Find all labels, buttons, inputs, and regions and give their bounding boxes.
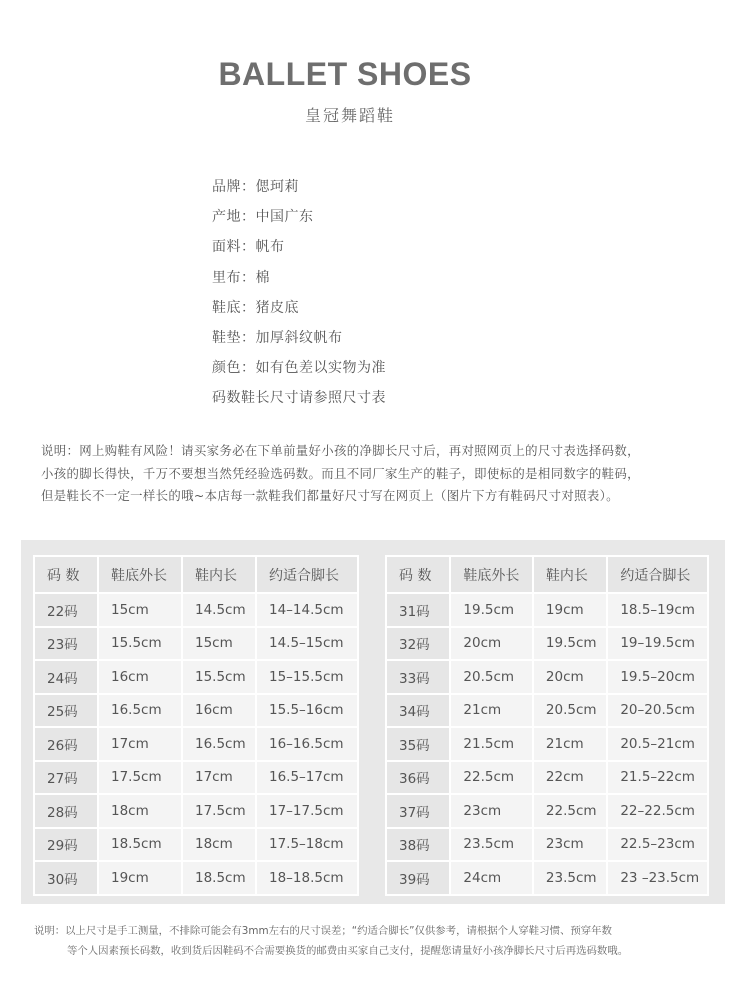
table-cell: 20cm — [451, 628, 532, 660]
table-cell: 18cm — [99, 795, 181, 827]
table-row — [35, 695, 357, 727]
column-header: 鞋内长 — [183, 557, 255, 592]
table-cell: 37码 — [387, 795, 449, 827]
table-row — [387, 728, 707, 760]
table-row — [35, 661, 357, 693]
size-table-right — [385, 555, 709, 896]
spec-size-hint: 码数鞋长尺寸请参照尺寸表 — [212, 390, 386, 407]
column-header: 码 数 — [387, 557, 449, 592]
table-cell: 15cm — [99, 594, 181, 626]
footnote — [34, 921, 734, 961]
footnote-line: 等个人因素预长码数，收到货后因鞋码不合需要换货的邮费由买家自己支付，提醒您请量好小孩净脚长尺寸后再选码数哦。 — [67, 945, 629, 957]
table-cell: 32码 — [387, 628, 449, 660]
table-cell: 16cm — [99, 661, 181, 693]
table-cell: 23.5cm — [534, 862, 606, 894]
page-subtitle: 皇冠舞蹈鞋 — [304, 106, 395, 125]
table-cell: 34码 — [387, 695, 449, 727]
size-chart-panel — [21, 540, 725, 904]
product-specs — [212, 176, 386, 418]
spec-fabric: 面料：帆布 — [212, 239, 285, 256]
column-header: 鞋内长 — [534, 557, 606, 592]
size-table-left — [33, 555, 359, 896]
table-cell: 39码 — [387, 862, 449, 894]
table-cell: 24码 — [35, 661, 97, 693]
spec-color: 颜色：如有色差以实物为准 — [212, 360, 386, 377]
table-cell: 18.5cm — [99, 829, 181, 861]
table-row — [387, 695, 707, 727]
table-row — [35, 795, 357, 827]
table-cell: 18cm — [183, 829, 255, 861]
table-cell: 16.5cm — [99, 695, 181, 727]
table-cell: 20.5cm — [451, 661, 532, 693]
table-cell: 23码 — [35, 628, 97, 660]
table-cell: 15–15.5cm — [257, 661, 357, 693]
spec-origin: 产地：中国广东 — [212, 209, 314, 226]
table-cell: 16.5–17cm — [257, 762, 357, 794]
table-cell: 27码 — [35, 762, 97, 794]
table-row — [387, 762, 707, 794]
table-cell: 36码 — [387, 762, 449, 794]
column-header: 约适合脚长 — [257, 557, 357, 592]
column-header: 鞋底外长 — [99, 557, 181, 592]
table-cell: 17cm — [99, 728, 181, 760]
table-cell: 21cm — [534, 728, 606, 760]
table-cell: 17.5cm — [99, 762, 181, 794]
table-cell: 30码 — [35, 862, 97, 894]
table-cell: 22.5cm — [451, 762, 532, 794]
table-row — [35, 829, 357, 861]
table-cell: 15.5cm — [183, 661, 255, 693]
table-cell: 18.5cm — [183, 862, 255, 894]
table-cell: 20cm — [534, 661, 606, 693]
column-header: 鞋底外长 — [451, 557, 532, 592]
table-cell: 29码 — [35, 829, 97, 861]
table-cell: 20–20.5cm — [608, 695, 707, 727]
table-cell: 38码 — [387, 829, 449, 861]
table-row — [35, 594, 357, 626]
note-line: 说明：网上购鞋有风险！请买家务必在下单前量好小孩的净脚长尺寸后，再对照网页上的尺寸表选择码数， — [41, 443, 640, 458]
table-cell: 18.5–19cm — [608, 594, 707, 626]
table-cell: 24cm — [451, 862, 532, 894]
table-cell: 15cm — [183, 628, 255, 660]
page-title: BALLET SHOES — [218, 56, 472, 92]
table-cell: 33码 — [387, 661, 449, 693]
table-header-row — [35, 557, 357, 592]
table-cell: 23cm — [451, 795, 532, 827]
table-cell: 23.5cm — [451, 829, 532, 861]
table-cell: 22.5cm — [534, 795, 606, 827]
table-cell: 22码 — [35, 594, 97, 626]
table-row — [35, 628, 357, 660]
spec-brand: 品牌：偲珂莉 — [212, 179, 299, 195]
table-cell: 18–18.5cm — [257, 862, 357, 894]
table-cell: 17–17.5cm — [257, 795, 357, 827]
table-cell: 35码 — [387, 728, 449, 760]
table-cell: 20.5–21cm — [608, 728, 707, 760]
table-cell: 15.5–16cm — [257, 695, 357, 727]
table-row — [387, 829, 707, 861]
note-line: 小孩的脚长得快，千万不要想当然凭经验选码数。而且不同厂家生产的鞋子，即使标的是相同数字的鞋码， — [41, 465, 640, 481]
table-cell: 16cm — [183, 695, 255, 727]
table-cell: 14–14.5cm — [257, 594, 357, 626]
table-cell: 21cm — [451, 695, 532, 727]
table-cell: 22cm — [534, 762, 606, 794]
table-cell: 22.5–23cm — [608, 829, 707, 861]
table-row — [35, 762, 357, 794]
table-cell: 17.5cm — [183, 795, 255, 827]
table-cell: 15.5cm — [99, 628, 181, 660]
table-cell: 19.5cm — [534, 628, 606, 660]
table-cell: 19cm — [99, 862, 181, 894]
table-cell: 20.5cm — [534, 695, 606, 727]
table-cell: 22–22.5cm — [608, 795, 707, 827]
column-header: 约适合脚长 — [608, 557, 707, 592]
table-row — [387, 862, 707, 894]
spec-lining: 里布：棉 — [212, 269, 270, 286]
table-cell: 23cm — [534, 829, 606, 861]
table-cell: 19.5–20cm — [608, 661, 707, 693]
table-row — [387, 628, 707, 660]
table-row — [387, 661, 707, 693]
table-row — [387, 594, 707, 626]
spec-insole: 鞋垫：加厚斜纹帆布 — [212, 329, 343, 346]
table-cell: 14.5–15cm — [257, 628, 357, 660]
table-cell: 19cm — [534, 594, 606, 626]
footnote-line: 说明：以上尺寸是手工测量，不排除可能会有3mm左右的尺寸误差；“约适合脚长”仅供参考，请根据个人穿鞋习惯、预穿年数 — [34, 925, 612, 937]
table-header-row — [387, 557, 707, 592]
table-cell: 19.5cm — [451, 594, 532, 626]
table-cell: 16.5cm — [183, 728, 255, 760]
table-cell: 14.5cm — [183, 594, 255, 626]
note-line: 但是鞋长不一定一样长的哦~本店每一款鞋我们都量好尺寸写在网页上（图片下方有鞋码尺寸对照表）。 — [41, 488, 619, 503]
purchase-note — [41, 440, 731, 508]
table-cell: 17.5–18cm — [257, 829, 357, 861]
table-row — [35, 862, 357, 894]
table-row — [387, 795, 707, 827]
spec-sole: 鞋底：猪皮底 — [212, 299, 299, 316]
table-row — [35, 728, 357, 760]
table-cell: 21.5–22cm — [608, 762, 707, 794]
table-cell: 19–19.5cm — [608, 628, 707, 660]
table-cell: 17cm — [183, 762, 255, 794]
table-cell: 26码 — [35, 728, 97, 760]
table-cell: 23 –23.5cm — [608, 862, 707, 894]
column-header: 码 数 — [35, 557, 97, 592]
table-cell: 31码 — [387, 594, 449, 626]
table-cell: 28码 — [35, 795, 97, 827]
table-cell: 21.5cm — [451, 728, 532, 760]
table-cell: 25码 — [35, 695, 97, 727]
table-cell: 16–16.5cm — [257, 728, 357, 760]
